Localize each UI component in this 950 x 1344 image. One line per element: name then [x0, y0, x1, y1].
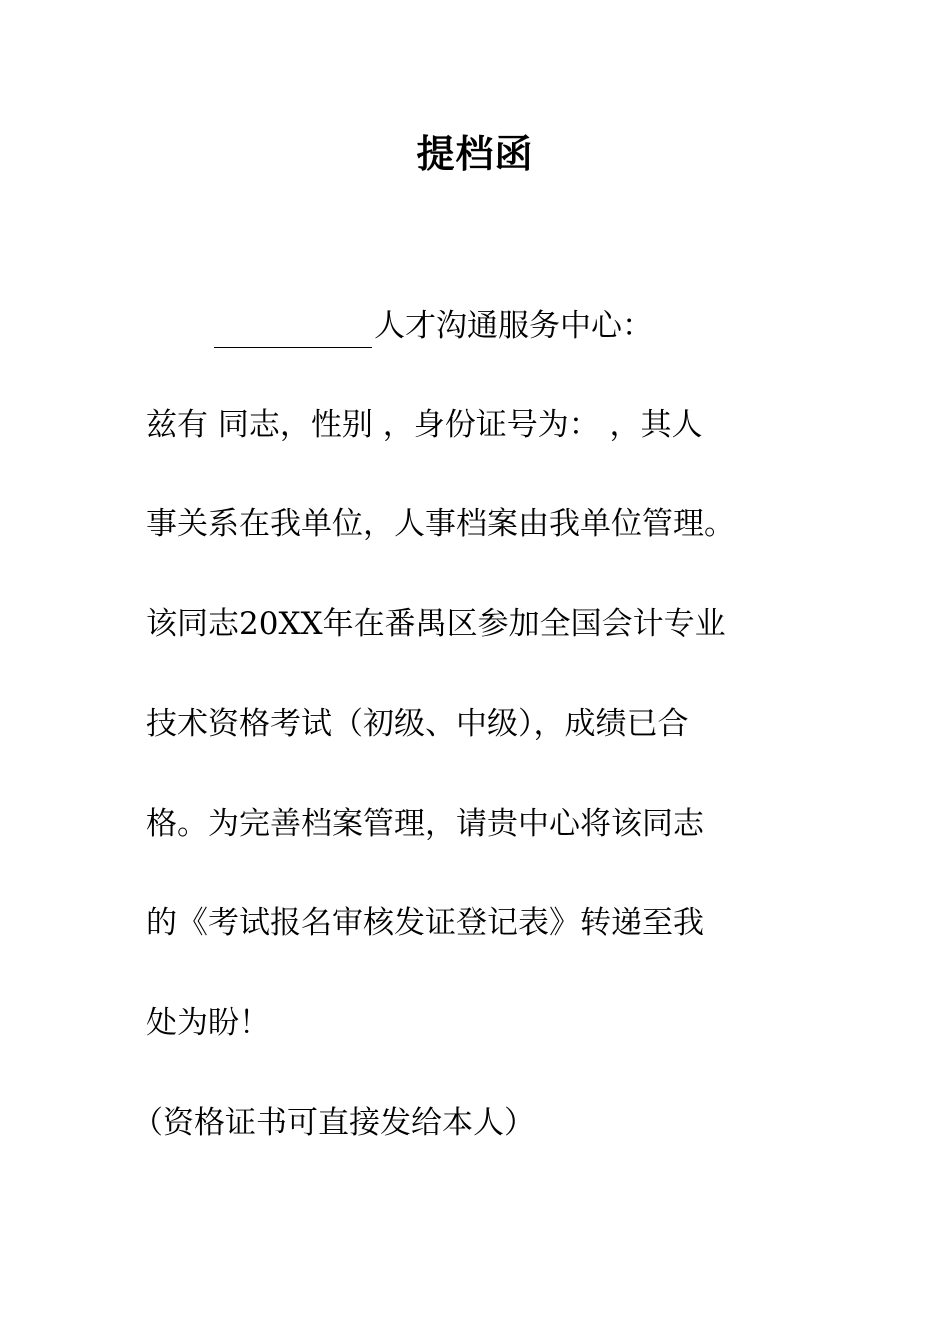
body-line-6: 的《考试报名审核发证登记表》转递至我	[146, 905, 704, 941]
body-line-1: 兹有 同志，性别 ，身份证号为： ，其人	[146, 407, 703, 443]
recipient-blank	[214, 311, 372, 348]
body-line-2: 事关系在我单位，人事档案由我单位管理。	[146, 506, 735, 542]
body-line-7: 处为盼！	[146, 1005, 270, 1041]
body-line-3: 该同志20XX年在番禺区参加全国会计专业	[146, 606, 726, 642]
note-line: （资格证书可直接发给本人）	[132, 1105, 535, 1141]
salutation-text: 人才沟通服务中心：	[374, 308, 653, 344]
body-line-4: 技术资格考试（初级、中级），成绩已合	[146, 706, 689, 742]
document-title: 提档函	[416, 131, 534, 176]
body-line-5: 格。为完善档案管理，请贵中心将该同志	[146, 806, 704, 842]
salutation-line	[214, 304, 653, 348]
